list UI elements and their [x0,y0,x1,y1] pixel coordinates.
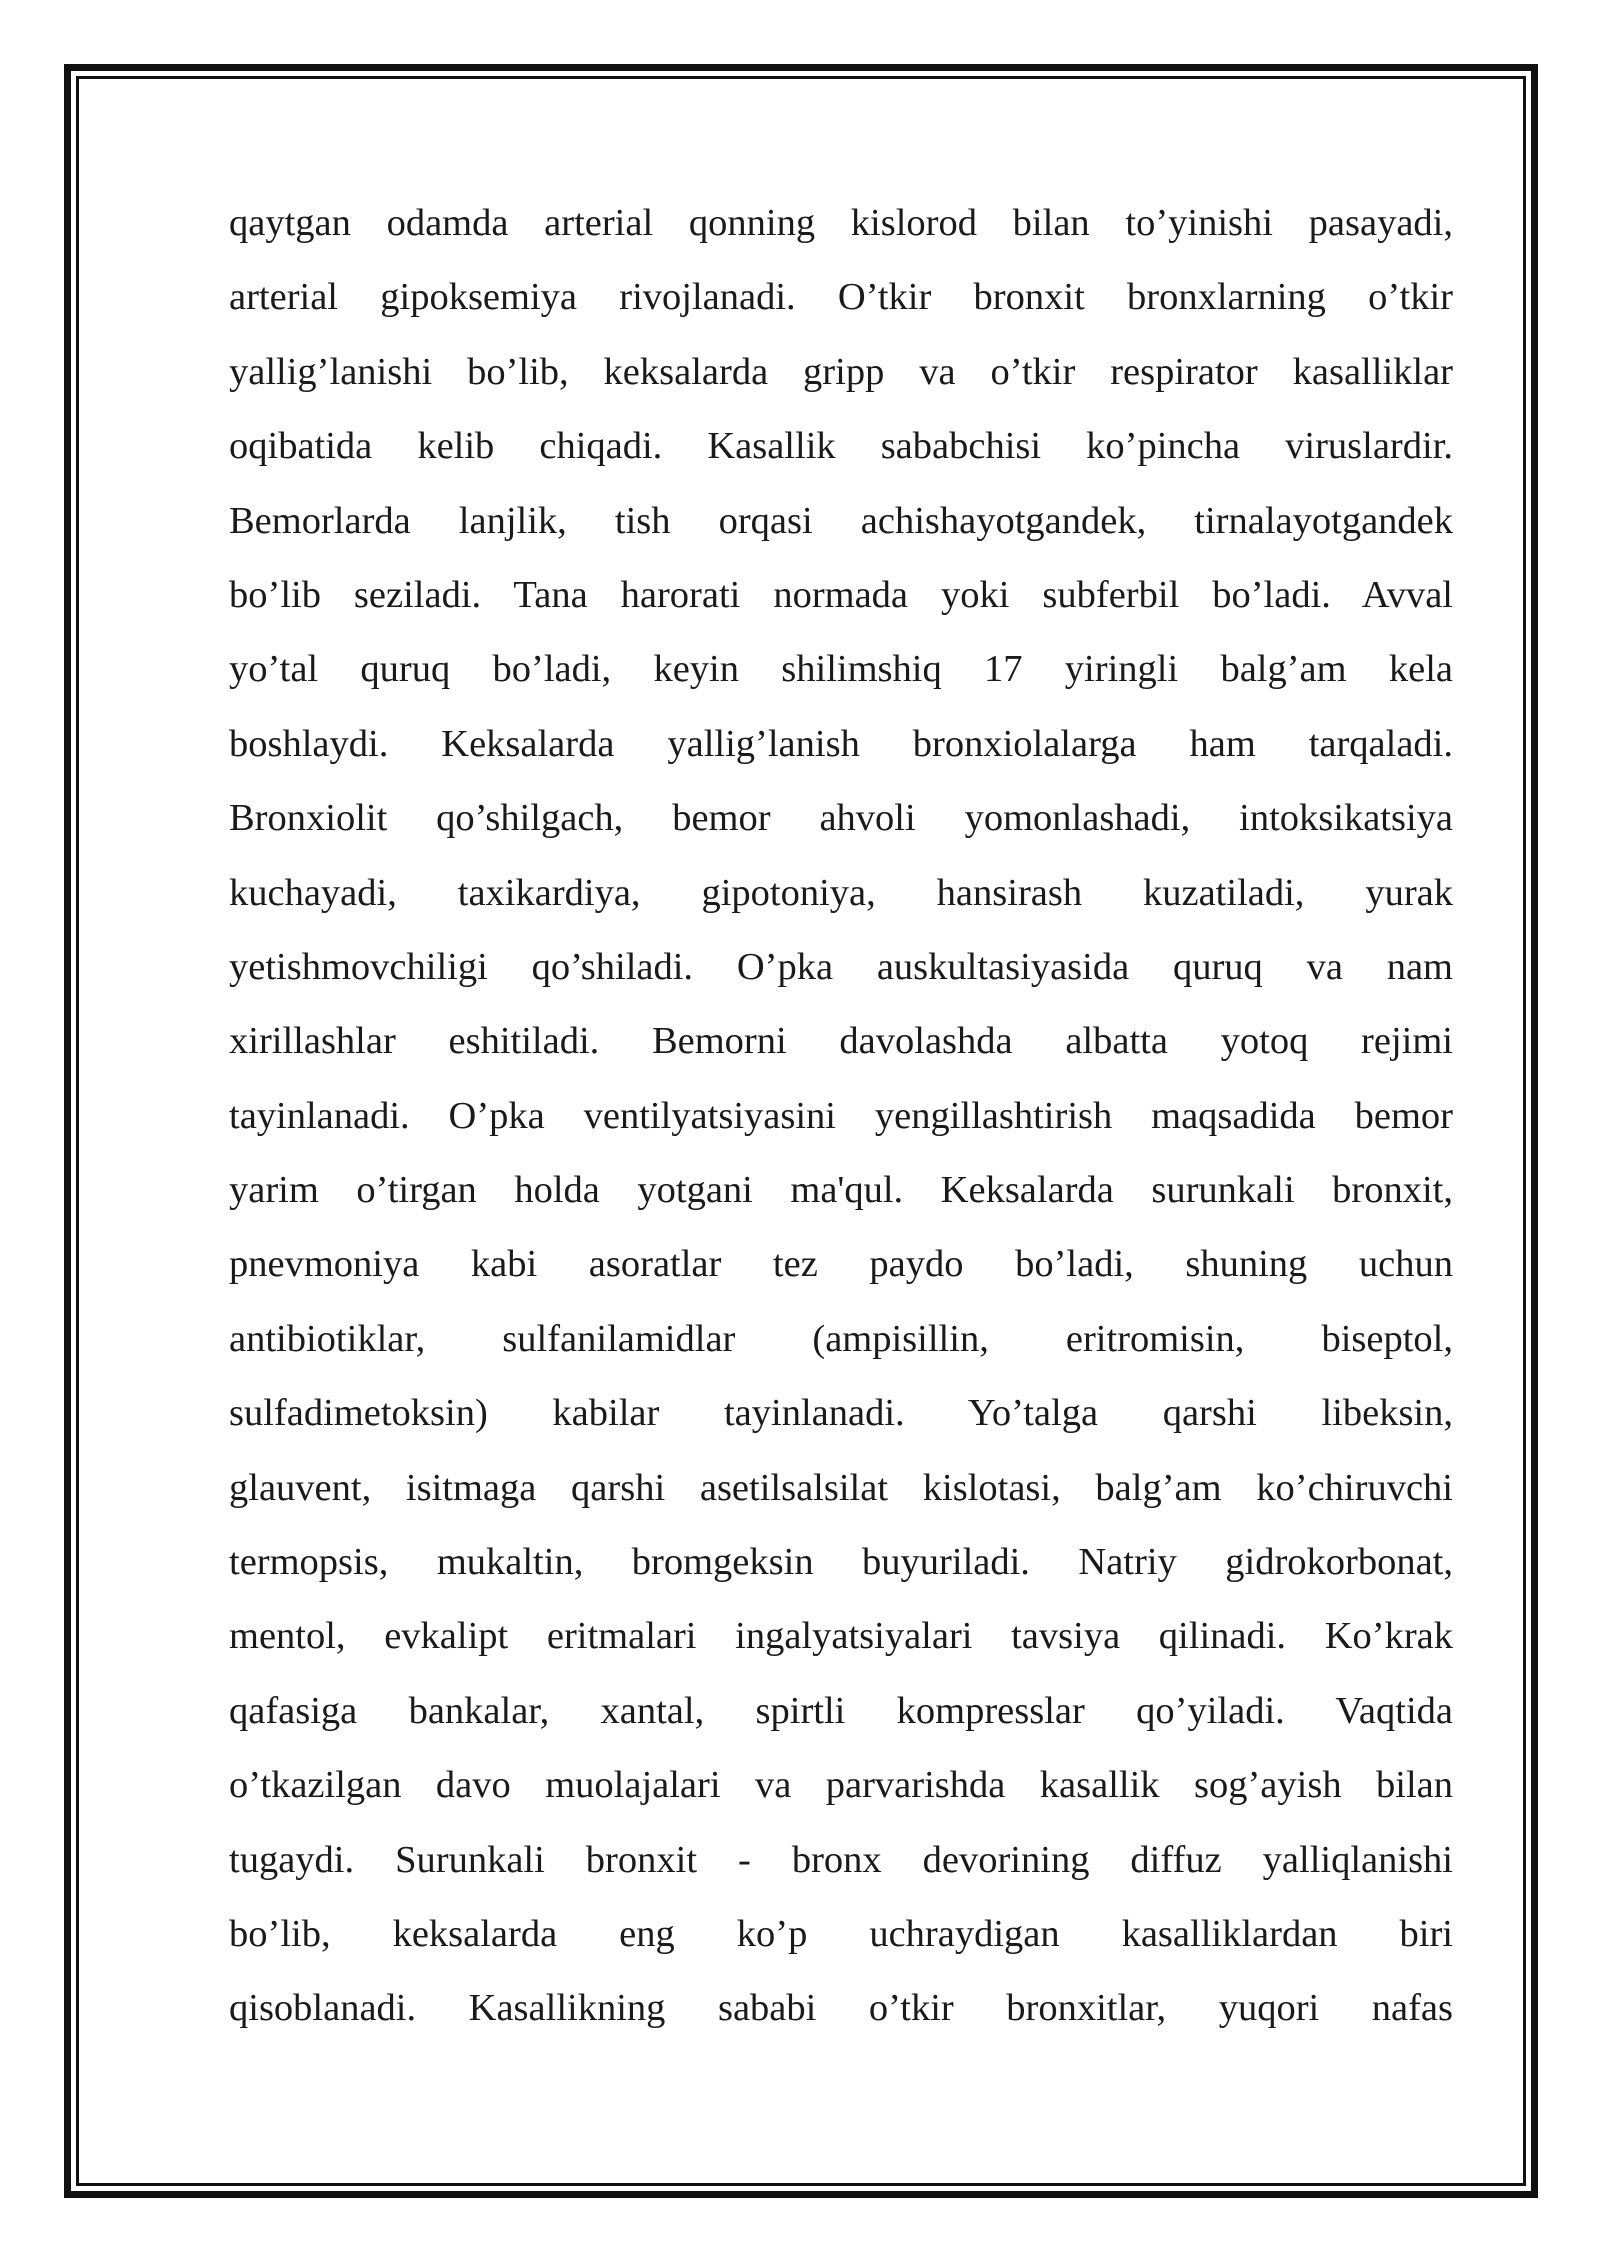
text-line: arterial gipoksemiya rivojlanadi. O’tkir bronxit bronxlarning o’tkir [229,276,1453,319]
text-line: tayinlanadi. O’pka ventilyatsiyasini yengillashtirish maqsadida bemor [229,1094,1453,1137]
text-line: bo’lib seziladi. Tana harorati normada yoki subferbil bo’ladi. Avval [229,573,1453,616]
text-line: oqibatida kelib chiqadi. Kasallik sababchisi ko’pincha viruslardir. [229,425,1453,468]
text-line: qafasiga bankalar, xantal, spirtli kompresslar qo’yiladi. Vaqtida [229,1689,1453,1732]
text-line: pnevmoniya kabi asoratlar tez paydo bo’ladi, shuning uchun [229,1243,1453,1286]
text-line: yarim o’tirgan holda yotgani ma'qul. Keksalarda surunkali bronxit, [229,1169,1453,1212]
text-line: qisoblanadi. Kasallikning sababi o’tkir bronxitlar, yuqori nafas [229,1987,1453,2030]
text-line: glauvent, isitmaga qarshi asetilsalsilat kislotasi, balg’am ko’chiruvchi [229,1466,1453,1509]
text-line: boshlaydi. Keksalarda yallig’lanish bronxiolalarga ham tarqaladi. [229,722,1453,765]
text-line: tugaydi. Surunkali bronxit - bronx devorining diffuz yalliqlanishi [229,1838,1453,1881]
text-line: xirillashlar eshitiladi. Bemorni davolashda albatta yotoq rejimi [229,1020,1453,1063]
text-line: kuchayadi, taxikardiya, gipotoniya, hansirash kuzatiladi, yurak [229,871,1453,914]
text-line: Bronxiolit qo’shilgach, bemor ahvoli yomonlashadi, intoksikatsiya [229,797,1453,840]
text-line: Bemorlarda lanjlik, tish orqasi achishayotgandek, tirnalayotgandek [229,499,1453,542]
text-line: yo’tal quruq bo’ladi, keyin shilimshiq 17 yiringli balg’am kela [229,648,1453,691]
text-line: sulfadimetoksin) kabilar tayinlanadi. Yo’talga qarshi libeksin, [229,1392,1453,1435]
body-text [229,186,1453,2046]
text-line: yetishmovchiligi qo’shiladi. O’pka auskultasiyasida quruq va nam [229,945,1453,988]
text-line: o’tkazilgan davo muolajalari va parvarishda kasallik sog’ayish bilan [229,1764,1453,1807]
text-line: mentol, evkalipt eritmalari ingalyatsiyalari tavsiya qilinadi. Ko’krak [229,1615,1453,1658]
text-line: bo’lib, keksalarda eng ko’p uchraydigan kasalliklardan biri [229,1912,1453,1955]
text-line: antibiotiklar, sulfanilamidlar (ampisillin, eritromisin, biseptol, [229,1317,1453,1360]
text-line: termopsis, mukaltin, bromgeksin buyuriladi. Natriy gidrokorbonat, [229,1541,1453,1584]
text-line: qaytgan odamda arterial qonning kislorod bilan to’yinishi pasayadi, [229,202,1453,244]
text-line: yallig’lanishi bo’lib, keksalarda gripp va o’tkir respirator kasalliklar [229,350,1453,393]
